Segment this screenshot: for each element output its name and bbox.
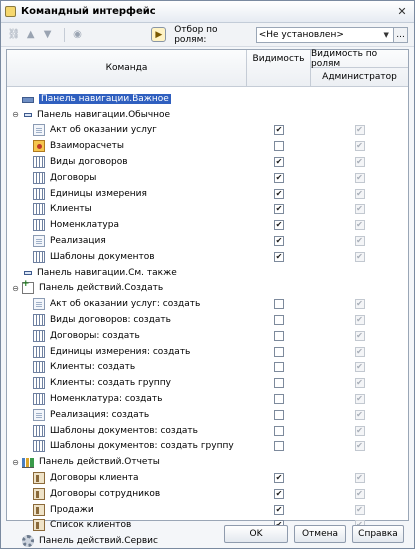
command-label: Единицы измерения: создать <box>50 346 191 357</box>
role-administrator-checkbox[interactable]: ✔ <box>356 346 363 356</box>
calculation-icon <box>33 140 45 152</box>
role-visibility-cell <box>311 489 408 499</box>
table-row[interactable] <box>7 375 408 391</box>
table-row[interactable] <box>7 186 408 202</box>
role-visibility-cell <box>311 505 408 515</box>
visibility-cell <box>247 299 311 309</box>
table-header <box>7 50 408 87</box>
table-row[interactable] <box>7 202 408 218</box>
table-row[interactable] <box>7 138 408 154</box>
visibility-cell <box>247 173 311 183</box>
visibility-checkbox[interactable]: ✔ <box>275 157 283 167</box>
role-visibility-cell <box>311 189 408 199</box>
table-row[interactable] <box>7 91 408 107</box>
visibility-cell <box>247 426 311 436</box>
command-label: Клиенты: создать <box>50 362 136 373</box>
catalog-icon <box>33 251 45 263</box>
role-administrator-checkbox[interactable]: ✔ <box>356 315 363 325</box>
table-row[interactable] <box>7 154 408 170</box>
command-cell <box>7 361 247 373</box>
report-icon <box>33 472 45 484</box>
visibility-checkbox[interactable]: ✔ <box>275 473 283 483</box>
table-row[interactable] <box>7 249 408 265</box>
visibility-checkbox[interactable]: ✔ <box>275 204 283 214</box>
command-cell <box>7 140 247 152</box>
catalog-icon <box>33 346 45 358</box>
collapse-icon[interactable]: ⊖ <box>12 457 19 467</box>
document-icon <box>33 124 45 136</box>
window-title: Командный интерфейс <box>21 6 156 17</box>
role-visibility-cell <box>311 362 408 372</box>
role-visibility-cell <box>311 299 408 309</box>
catalog-icon <box>33 172 45 184</box>
report-icon <box>33 488 45 500</box>
catalog-icon <box>33 203 45 215</box>
role-administrator-checkbox[interactable]: ✔ <box>356 362 363 372</box>
visibility-checkbox[interactable]: ✔ <box>275 125 283 135</box>
role-administrator-checkbox[interactable]: ✔ <box>356 441 363 451</box>
command-cell <box>7 488 247 500</box>
command-cell <box>7 314 247 326</box>
role-administrator-checkbox[interactable]: ✔ <box>356 251 363 261</box>
command-label: Шаблоны документов: создать группу <box>50 441 234 452</box>
default-settings-icon[interactable]: ◉ <box>73 29 82 40</box>
table-row[interactable] <box>7 312 408 328</box>
table-row[interactable] <box>7 360 408 376</box>
panel-small-icon <box>24 113 32 117</box>
command-cell <box>7 172 247 184</box>
command-label: Договоры <box>50 172 97 183</box>
expander-placeholder <box>11 268 20 277</box>
visibility-cell <box>247 362 311 372</box>
command-cell <box>7 393 247 405</box>
role-visibility-cell <box>311 394 408 404</box>
command-label: Клиенты <box>50 204 92 215</box>
command-label: Панель навигации.Обычное <box>37 109 171 120</box>
table-body <box>7 87 408 549</box>
role-visibility-cell <box>311 410 408 420</box>
visibility-cell <box>247 315 311 325</box>
table-row[interactable] <box>7 123 408 139</box>
visibility-checkbox[interactable]: ✔ <box>275 220 283 230</box>
filter-icon[interactable]: ▶ <box>151 27 166 42</box>
role-visibility-cell <box>311 426 408 436</box>
role-administrator-checkbox[interactable]: ✔ <box>356 188 363 198</box>
create-icon <box>22 282 34 294</box>
catalog-icon <box>33 440 45 452</box>
command-label: Реализация <box>50 236 106 247</box>
visibility-cell <box>247 347 311 357</box>
visibility-checkbox[interactable] <box>274 315 284 325</box>
command-cell <box>7 409 247 421</box>
command-cell <box>7 504 247 516</box>
table-row[interactable] <box>7 454 408 470</box>
role-visibility-cell <box>311 331 408 341</box>
visibility-cell <box>247 252 311 262</box>
visibility-cell <box>247 473 311 483</box>
visibility-cell <box>247 489 311 499</box>
table-row[interactable] <box>7 470 408 486</box>
visibility-checkbox[interactable] <box>274 441 284 451</box>
table-row[interactable] <box>7 328 408 344</box>
visibility-cell <box>247 189 311 199</box>
role-visibility-cell <box>311 441 408 451</box>
role-administrator-checkbox[interactable]: ✔ <box>356 330 363 340</box>
role-visibility-cell <box>311 157 408 167</box>
role-visibility-cell <box>311 252 408 262</box>
visibility-cell <box>247 378 311 388</box>
table-row[interactable] <box>7 502 408 518</box>
title-bar <box>1 1 414 23</box>
visibility-checkbox[interactable]: ✔ <box>275 172 283 182</box>
table-row[interactable] <box>7 217 408 233</box>
command-label: Шаблоны документов <box>50 251 155 262</box>
command-cell <box>7 94 247 104</box>
command-label: Панель действий.Отчеты <box>39 457 160 468</box>
command-cell <box>7 235 247 247</box>
command-label: Панель навигации.См. также <box>37 267 177 278</box>
command-cell <box>7 188 247 200</box>
role-filter-select[interactable] <box>256 27 394 43</box>
role-administrator-checkbox[interactable]: ✔ <box>356 236 363 246</box>
table-row[interactable] <box>7 170 408 186</box>
role-administrator-checkbox[interactable]: ✔ <box>356 220 363 230</box>
role-administrator-checkbox[interactable]: ✔ <box>356 378 363 388</box>
command-label: Договоры: создать <box>50 330 140 341</box>
role-filter-choose-button[interactable]: ... <box>394 27 408 43</box>
table-row[interactable] <box>7 281 408 297</box>
toolbar-separator <box>64 28 65 42</box>
command-label: Панель навигации.Важное <box>41 93 169 104</box>
catalog-icon <box>33 393 45 405</box>
visibility-cell <box>247 505 311 515</box>
command-label: Акт об оказании услуг <box>50 125 157 136</box>
command-cell <box>7 124 247 136</box>
command-label: Номенклатура: создать <box>50 394 163 405</box>
table-row[interactable] <box>7 344 408 360</box>
chevron-down-icon[interactable]: ▼ <box>383 30 389 39</box>
chart-icon <box>22 458 34 468</box>
ok-button[interactable]: OK <box>224 525 288 543</box>
dialog-footer <box>1 520 414 548</box>
visibility-cell <box>247 125 311 135</box>
role-administrator-checkbox[interactable]: ✔ <box>356 299 363 309</box>
visibility-checkbox[interactable] <box>274 426 284 436</box>
role-visibility-cell <box>311 236 408 246</box>
catalog-icon <box>33 156 45 168</box>
command-label: Договоры клиента <box>50 473 139 484</box>
collapse-icon[interactable]: ⊖ <box>12 110 19 120</box>
visibility-checkbox[interactable]: ✔ <box>275 236 283 246</box>
command-label: Панель действий.Сервис <box>39 536 158 547</box>
command-cell <box>7 330 247 342</box>
role-administrator-checkbox[interactable]: ✔ <box>356 394 363 404</box>
catalog-icon <box>33 188 45 200</box>
command-label: Договоры сотрудников <box>50 488 161 499</box>
panel-small-icon <box>24 271 32 275</box>
role-administrator-checkbox[interactable]: ✔ <box>356 172 363 182</box>
column-role-administrator[interactable]: Администратор <box>322 72 397 82</box>
visibility-checkbox[interactable]: ✔ <box>275 251 283 261</box>
column-visibility-by-roles-title[interactable]: Видимость по ролям <box>311 50 408 68</box>
visibility-checkbox[interactable]: ✔ <box>275 488 283 498</box>
app-icon <box>5 6 16 17</box>
catalog-icon <box>33 425 45 437</box>
catalog-icon <box>33 361 45 373</box>
visibility-cell <box>247 236 311 246</box>
visibility-checkbox[interactable] <box>274 362 284 372</box>
report-icon <box>33 504 45 516</box>
role-administrator-checkbox[interactable]: ✔ <box>356 141 363 151</box>
cancel-button[interactable]: Отмена <box>294 525 346 543</box>
command-cell <box>7 268 247 278</box>
toolbar <box>1 23 414 47</box>
command-cell <box>7 472 247 484</box>
command-label: Панель действий.Создать <box>39 283 164 294</box>
visibility-cell <box>247 441 311 451</box>
role-administrator-checkbox[interactable]: ✔ <box>356 504 363 514</box>
table-row[interactable] <box>7 486 408 502</box>
command-label: Взаиморасчеты <box>50 141 124 152</box>
visibility-cell <box>247 410 311 420</box>
role-visibility-cell <box>311 315 408 325</box>
move-down-icon[interactable]: ▼ <box>43 29 52 40</box>
command-cell <box>7 298 247 310</box>
visibility-cell <box>247 204 311 214</box>
command-label: Клиенты: создать группу <box>50 378 171 389</box>
role-visibility-cell <box>311 347 408 357</box>
catalog-icon <box>33 377 45 389</box>
role-administrator-checkbox[interactable]: ✔ <box>356 409 363 419</box>
document-icon <box>33 235 45 247</box>
command-label: Реализация: создать <box>50 409 150 420</box>
command-cell <box>7 203 247 215</box>
table-row[interactable] <box>7 233 408 249</box>
role-visibility-cell <box>311 220 408 230</box>
table-row[interactable] <box>7 296 408 312</box>
table-row[interactable] <box>7 407 408 423</box>
table-row[interactable] <box>7 391 408 407</box>
command-cell <box>7 456 247 468</box>
visibility-checkbox[interactable] <box>274 378 284 388</box>
command-cell <box>7 425 247 437</box>
command-label: Список клиентов <box>50 520 132 531</box>
command-label: Виды договоров <box>50 157 128 168</box>
role-visibility-cell <box>311 173 408 183</box>
move-up-icon[interactable]: ▲ <box>26 29 35 40</box>
role-visibility-cell <box>311 378 408 388</box>
role-filter-value: <Не установлен> <box>258 29 344 40</box>
catalog-icon <box>33 330 45 342</box>
role-administrator-checkbox[interactable]: ✔ <box>356 425 363 435</box>
help-button[interactable]: Справка <box>352 525 404 543</box>
visibility-cell <box>247 157 311 167</box>
column-visibility-by-roles <box>311 50 408 86</box>
visibility-checkbox[interactable] <box>274 331 284 341</box>
visibility-checkbox[interactable] <box>274 299 284 309</box>
role-visibility-cell <box>311 473 408 483</box>
visibility-checkbox[interactable]: ✔ <box>275 188 283 198</box>
catalog-icon <box>33 219 45 231</box>
command-cell <box>7 110 247 120</box>
visibility-cell <box>247 394 311 404</box>
document-icon <box>33 298 45 310</box>
role-filter-label: Отбор по ролям: <box>174 24 218 45</box>
command-cell <box>7 346 247 358</box>
command-cell <box>7 282 247 294</box>
role-administrator-checkbox[interactable]: ✔ <box>356 488 363 498</box>
table-row[interactable] <box>7 265 408 281</box>
command-label: Номенклатура <box>50 220 119 231</box>
close-button[interactable]: ✕ <box>397 5 407 18</box>
role-administrator-checkbox[interactable]: ✔ <box>356 473 363 483</box>
table-row[interactable] <box>7 439 408 455</box>
command-label: Шаблоны документов: создать <box>50 425 198 436</box>
command-cell <box>7 156 247 168</box>
command-cell <box>7 440 247 452</box>
visibility-cell <box>247 141 311 151</box>
document-icon <box>33 409 45 421</box>
expander-placeholder <box>11 94 20 103</box>
command-label: Продажи <box>50 504 94 515</box>
link-icon[interactable]: ⛓ <box>7 29 21 40</box>
visibility-checkbox[interactable] <box>274 410 284 420</box>
role-visibility-cell <box>311 125 408 135</box>
role-administrator-checkbox[interactable]: ✔ <box>356 125 363 135</box>
visibility-cell <box>247 331 311 341</box>
role-visibility-cell <box>311 204 408 214</box>
command-label: Виды договоров: создать <box>50 315 171 326</box>
column-command[interactable]: Команда <box>7 50 247 86</box>
collapse-icon[interactable]: ⊖ <box>12 283 19 293</box>
command-cell <box>7 251 247 263</box>
command-cell <box>7 219 247 231</box>
role-administrator-checkbox[interactable]: ✔ <box>356 157 363 167</box>
table-row[interactable] <box>7 107 408 123</box>
role-visibility-cell <box>311 141 408 151</box>
visibility-checkbox[interactable] <box>274 141 284 151</box>
visibility-checkbox[interactable] <box>274 347 284 357</box>
command-cell <box>7 377 247 389</box>
column-visibility[interactable]: Видимость <box>247 50 311 86</box>
command-label: Акт об оказании услуг: создать <box>50 299 201 310</box>
visibility-checkbox[interactable] <box>274 394 284 404</box>
table-row[interactable] <box>7 423 408 439</box>
command-label: Единицы измерения <box>50 188 147 199</box>
visibility-cell <box>247 220 311 230</box>
role-administrator-checkbox[interactable]: ✔ <box>356 204 363 214</box>
catalog-icon <box>33 314 45 326</box>
panel-icon <box>22 97 34 103</box>
visibility-checkbox[interactable]: ✔ <box>275 504 283 514</box>
